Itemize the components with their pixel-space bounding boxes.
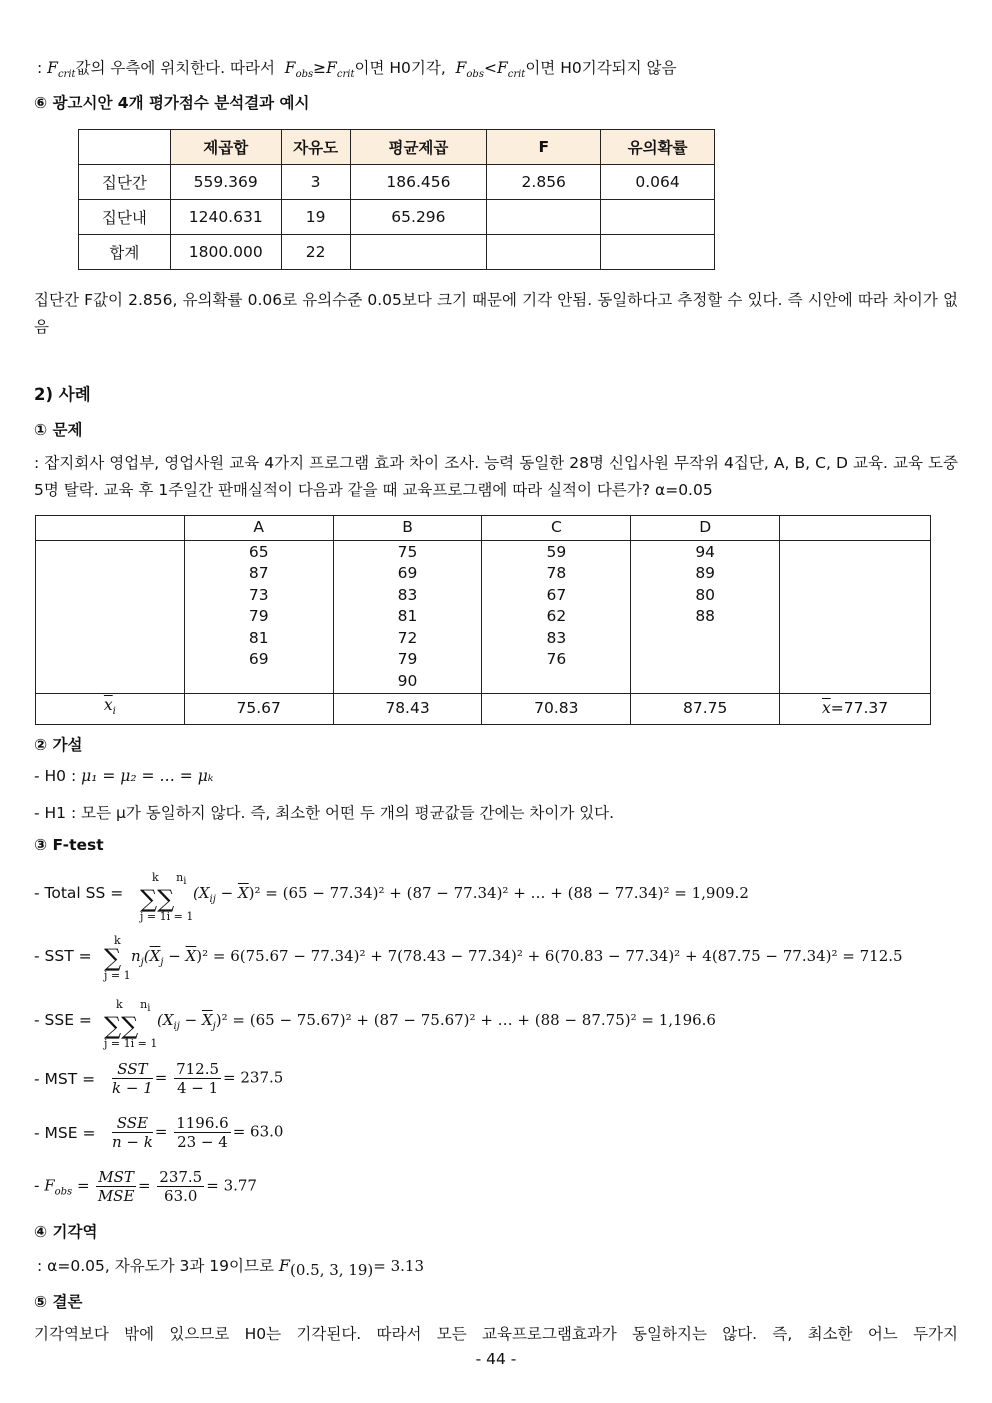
intro-line: : $F_{crit}$값의 우측에 위치한다. 따라서 $F_{obs}\ge F_{crit}$이면 H0기각, $F_{obs}<F_{crit}$이면 H0기각되지 않음: [37, 59, 677, 81]
mse-formula: $\frac{\text{SSE}}{n - k}$ = $\frac{1196.6}{23 - 4}$ = 63.0: [112, 1114, 284, 1151]
data-value: 59: [546, 542, 567, 561]
rejection-text: : α=0.05, 자유도가 3과 19이므로 $F_{(0.5, 3, 19)}= 3.13$: [37, 1256, 425, 1280]
fobs-formula: - $F_{obs}$ = $\frac{\text{MST}}{\text{MSE}}$ = $\frac{237.5}{63.0}$ = 3.77: [34, 1168, 257, 1205]
sse-expr: $(X_{ij} - \overline{X}_j)^2 = (65 - 75.67)^2 + (87 - 75.67)^2$ + … + (88 − 87.75)² = 1,196.6: [157, 1011, 716, 1032]
data-value: 69: [397, 564, 418, 582]
data-column: [184, 540, 333, 694]
cell: 65.296: [350, 200, 487, 235]
data-header: D: [631, 516, 780, 541]
anova-header: 유의확률: [601, 130, 715, 165]
anova-header: F: [487, 130, 601, 165]
data-value: 79: [248, 607, 269, 625]
conclusion-text: 기각역보다 밖에 있으므로 H0는 기각된다. 따라서 모든 교육프로그램효과가 동일하지는 않다. 즉, 최소한 어느 두가지: [34, 1325, 958, 1343]
data-header-empty: [780, 516, 931, 541]
data-header: C: [482, 516, 631, 541]
data-value: 88: [695, 607, 716, 625]
data-cell-empty: [36, 540, 185, 694]
mst-formula: $\frac{\text{SST}}{k - 1}$ = $\frac{712.5}{4 - 1}$ = 237.5: [112, 1060, 284, 1097]
table-row: [79, 165, 715, 200]
section6-title: ⑥ 광고시안 4개 평가점수 분석결과 예시: [34, 94, 310, 112]
sse-label: - SSE =: [34, 1011, 92, 1029]
data-value: 81: [248, 628, 269, 647]
data-value: 65: [248, 542, 269, 561]
data-value: 78: [546, 564, 567, 582]
anova-table: [78, 129, 715, 270]
group-mean: 87.75: [631, 694, 780, 725]
cell: 3: [281, 165, 350, 200]
conclusion-paragraph-1: 집단간 F값이 2.856, 유의확률 0.06로 유의수준 0.05보다 크기 때문에 기각 안됨. 동일하다고 추정할 수 있다. 즉 시안에 따라 차이가 없음: [34, 291, 958, 336]
cell: 0.064: [601, 165, 715, 200]
data-value: 75: [397, 542, 418, 561]
data-column: [631, 540, 780, 694]
data-value: 80: [695, 585, 716, 604]
case-title: 2) 사례: [34, 385, 91, 404]
data-header: A: [184, 516, 333, 541]
cell: 559.369: [170, 165, 281, 200]
cell: [487, 235, 601, 270]
total-ss-expr: $(X_{ij} - \overline{X})^2 = (65 - 77.34)^2 + (87 - 77.34)^2$ + … + (88 − 77.34)² = 1,909.2: [193, 884, 749, 905]
rejection-title: ④ 기각역: [34, 1223, 98, 1241]
problem-title: ① 문제: [34, 421, 83, 439]
data-value: 83: [546, 628, 567, 647]
data-column: [482, 540, 631, 694]
sst-label: - SST =: [34, 947, 92, 965]
data-header: B: [333, 516, 482, 541]
anova-header-empty: [79, 130, 171, 165]
cell: 22: [281, 235, 350, 270]
cell: 186.456: [350, 165, 487, 200]
sum-symbol: k $n_i$ ∑∑ j = 1i = 1: [104, 998, 158, 1051]
ftest-title: ③ F-test: [34, 836, 104, 854]
cell: [487, 200, 601, 235]
data-cell-empty: [780, 540, 931, 694]
data-header-empty: [36, 516, 185, 541]
h1-line: - H1 : 모든 μ가 동일하지 않다. 즉, 최소한 어떤 두 개의 평균값들 간에는 차이가 있다.: [34, 804, 615, 822]
data-value: 72: [397, 628, 418, 647]
sum-symbol: k ∑ j = 1: [104, 934, 131, 982]
h0-line: - H0 : μ₁ = μ₂ = … = μₖ: [34, 767, 214, 785]
data-value: 73: [248, 585, 269, 604]
group-mean: 75.67: [184, 694, 333, 725]
mse-label: - MSE =: [34, 1124, 96, 1142]
data-value: 67: [546, 585, 567, 604]
mst-label: - MST =: [34, 1070, 96, 1088]
cell: 2.856: [487, 165, 601, 200]
data-value: 69: [248, 650, 269, 668]
data-value: 90: [397, 671, 418, 690]
anova-header: 제곱합: [170, 130, 281, 165]
hypothesis-title: ② 가설: [34, 736, 83, 754]
data-value: 76: [546, 650, 567, 668]
data-value: 87: [248, 564, 269, 582]
group-mean: 78.43: [333, 694, 482, 725]
cell: [350, 235, 487, 270]
sum-symbol: k $n_i$ ∑∑ j = 1i = 1: [140, 871, 194, 924]
cell: 1800.000: [170, 235, 281, 270]
conclusion-title: ⑤ 결론: [34, 1293, 83, 1311]
cell: [601, 200, 715, 235]
group-mean: 70.83: [482, 694, 631, 725]
cell: 1240.631: [170, 200, 281, 235]
table-row: [79, 235, 715, 270]
cell: 집단간: [79, 165, 171, 200]
data-value: 94: [695, 542, 716, 561]
anova-header: 자유도: [281, 130, 350, 165]
grand-mean: $\overline{x}=77.37$: [780, 694, 931, 725]
total-ss-label: - Total SS =: [34, 884, 124, 902]
cell: 집단내: [79, 200, 171, 235]
cell: 19: [281, 200, 350, 235]
data-value: 62: [546, 607, 567, 625]
data-value: 81: [397, 607, 418, 625]
problem-text: : 잡지회사 영업부, 영업사원 교육 4가지 프로그램 효과 차이 조사. 능력 동일한 28명 신입사원 무작위 4집단, A, B, C, D 교육. 교육 도중 5명 탈락. 교육 후 1주일간 판매실적이 다음과 같을 때 교육프로그램에 따라 실적이 다른가? α=0.05: [34, 454, 958, 499]
data-value: 83: [397, 585, 418, 604]
sst-expr: $n_j(\overline{X}_j - \overline{X})^2 = 6(75.67 - 77.34)^2 + 7(78.43 - 77.34)^2 + 6(70.83 - 77.34)^2 + 4(87.75 - 77.34)^2 = 712.5$: [131, 947, 903, 968]
anova-header: 평균제곱: [350, 130, 487, 165]
cell: 합계: [79, 235, 171, 270]
data-column: [333, 540, 482, 694]
table-row: [79, 200, 715, 235]
data-value: 79: [397, 650, 418, 668]
mean-label: $\overline{x}_i$: [36, 694, 185, 725]
data-value: 89: [695, 564, 716, 582]
cell: [601, 235, 715, 270]
page-number: - 44 -: [475, 1350, 517, 1368]
data-table: [35, 515, 931, 725]
